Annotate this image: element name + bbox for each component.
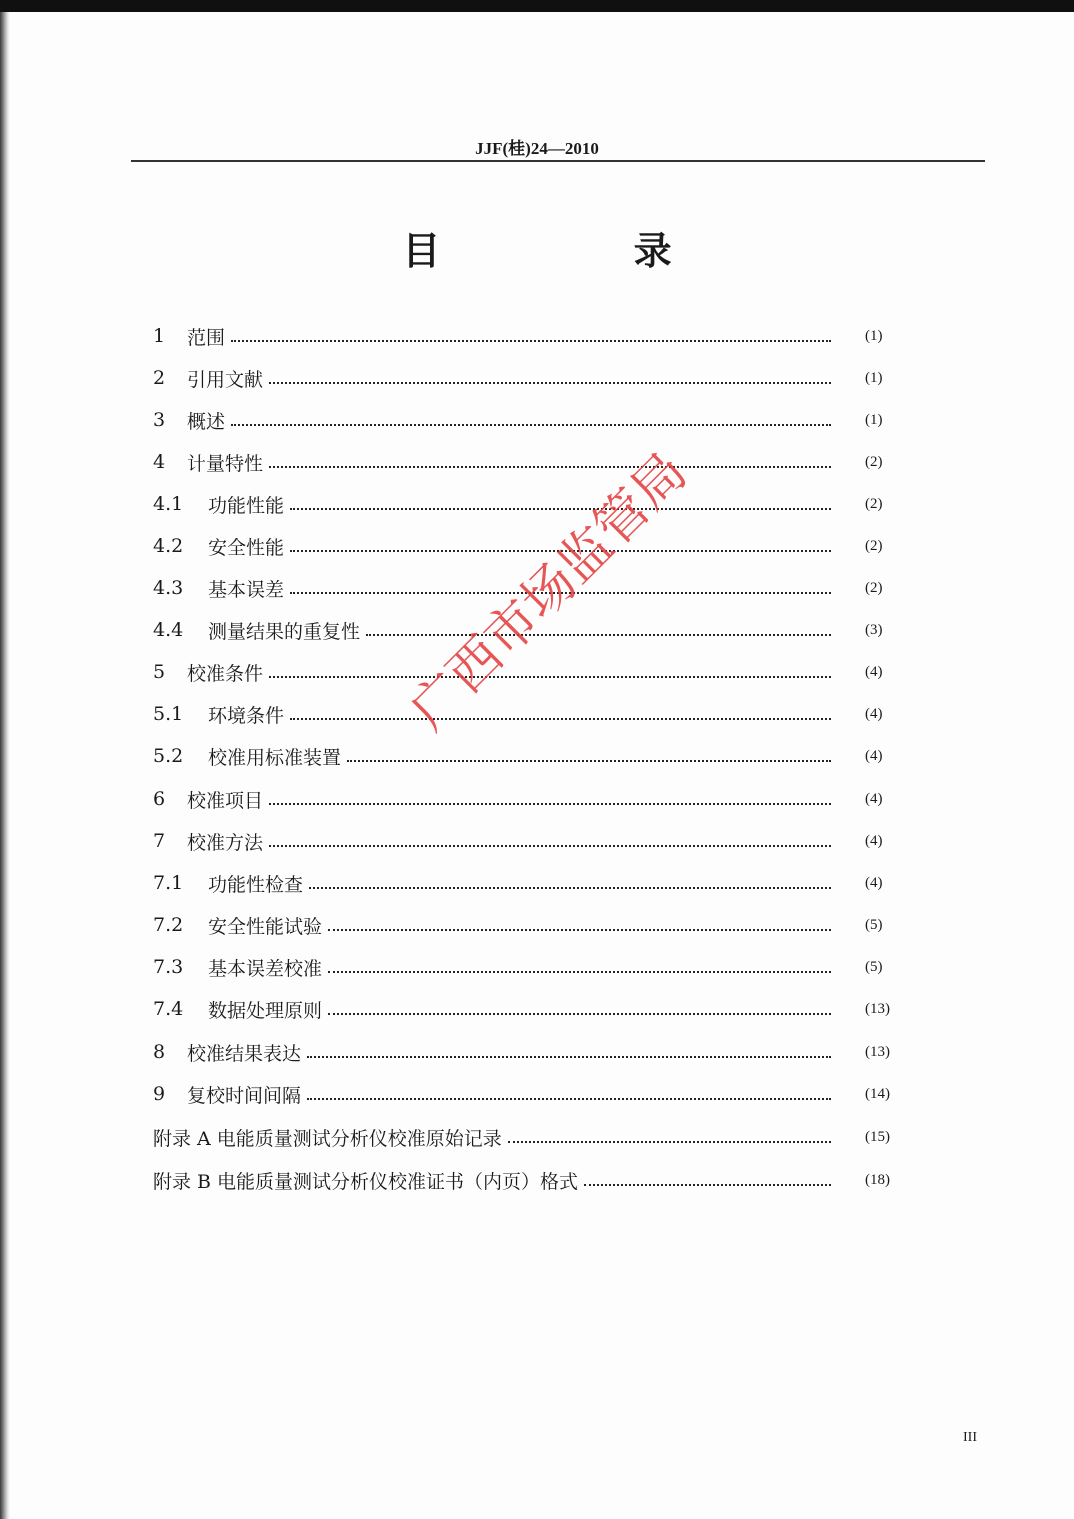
toc-entry-page: (4): [865, 747, 883, 764]
toc-entry-title: 校准项目: [187, 789, 264, 812]
toc-entry-title: 环境条件: [208, 704, 285, 727]
toc-entry-number: 8: [153, 1041, 166, 1063]
toc-entry: [153, 657, 893, 687]
toc-entry-number: 6: [153, 788, 166, 810]
toc-entry-title: 附录 B 电能质量测试分析仪校准证书（内页）格式: [153, 1170, 579, 1193]
toc-leader: [307, 1098, 831, 1100]
toc-leader: [269, 676, 831, 678]
toc-entry-page: (2): [865, 579, 883, 596]
toc-entry-number: 4: [153, 451, 166, 473]
toc-entry-page: (3): [865, 621, 883, 638]
toc-entry-title: 引用文献: [187, 368, 264, 391]
toc-entry-page: (4): [865, 874, 883, 891]
toc-entry-title: 数据处理原则: [208, 999, 323, 1022]
toc-leader: [328, 929, 831, 931]
toc-entry-title: 基本误差校准: [208, 957, 323, 980]
toc-entry-page: (18): [865, 1171, 890, 1188]
toc-entry: [153, 405, 893, 435]
toc-leader: [269, 382, 831, 384]
toc-entry-number: 2: [153, 367, 166, 389]
toc-entry-appendix: [153, 1122, 893, 1152]
toc-entry: [153, 1079, 893, 1109]
toc-leader: [231, 424, 831, 426]
toc-entry-number: 5.1: [153, 703, 184, 725]
toc-leader: [347, 760, 831, 762]
toc-entry-page: (1): [865, 369, 883, 386]
toc-leader: [290, 508, 831, 510]
toc-entry-page: (2): [865, 453, 883, 470]
toc-entry-title: 功能性检查: [208, 873, 304, 896]
toc-entry: [153, 573, 893, 603]
toc-entry-title: 计量特性: [187, 452, 264, 475]
toc-entry: [153, 952, 893, 982]
toc-entry: [153, 699, 893, 729]
toc-entry-number: 4.1: [153, 493, 184, 515]
toc-entry: [153, 910, 893, 940]
toc-entry-page: (4): [865, 832, 883, 849]
toc-entry-number: 3: [153, 409, 166, 431]
toc-title: 目 录: [402, 229, 762, 273]
toc-entry-title: 安全性能: [208, 536, 285, 559]
page-number: III: [963, 1430, 977, 1445]
toc-leader: [231, 340, 831, 342]
standard-code: JJF(桂)24—2010: [475, 139, 599, 158]
toc-entry: [153, 447, 893, 477]
toc-entry-page: (14): [865, 1085, 890, 1102]
toc-entry-number: 4.4: [153, 619, 184, 641]
toc-entry-title: 概述: [187, 410, 226, 433]
toc-entry: [153, 321, 893, 351]
toc-entry-title: 安全性能试验: [208, 915, 323, 938]
toc-entry-number: 7: [153, 830, 166, 852]
toc-entry: [153, 826, 893, 856]
toc-leader: [328, 1013, 831, 1015]
toc-leader: [309, 887, 831, 889]
toc-entry-title: 校准结果表达: [187, 1042, 302, 1065]
toc-entry-page: (13): [865, 1043, 890, 1060]
toc-entry-page: (2): [865, 495, 883, 512]
toc-entry-title: 复校时间间隔: [187, 1084, 302, 1107]
toc-entry: [153, 489, 893, 519]
toc-entry-number: 9: [153, 1083, 166, 1105]
toc-leader: [290, 550, 831, 552]
toc-leader: [508, 1141, 831, 1143]
toc-entry: [153, 1037, 893, 1067]
toc-entry-page: (5): [865, 958, 883, 975]
toc-entry-page: (4): [865, 790, 883, 807]
toc-entry-number: 7.1: [153, 872, 184, 894]
toc-leader: [290, 718, 831, 720]
toc-entry: [153, 741, 893, 771]
toc-entry-title: 功能性能: [208, 494, 285, 517]
toc-entry-number: 4.3: [153, 577, 184, 599]
toc-entry: [153, 784, 893, 814]
toc-leader: [290, 592, 831, 594]
toc-leader: [269, 803, 831, 805]
toc-entry-title: 校准用标准装置: [208, 746, 342, 769]
toc-entry-title: 附录 A 电能质量测试分析仪校准原始记录: [153, 1127, 502, 1150]
toc-entry: [153, 531, 893, 561]
toc-entry: [153, 994, 893, 1024]
toc-entry-appendix: [153, 1165, 893, 1195]
toc-entry-page: (15): [865, 1128, 890, 1145]
toc-entry-number: 5: [153, 661, 166, 683]
toc-entry-number: 1: [153, 325, 166, 347]
toc-entry-title: 范围: [187, 326, 226, 349]
toc-entry-number: 5.2: [153, 745, 184, 767]
toc-entry: [153, 615, 893, 645]
toc-entry-page: (13): [865, 1000, 890, 1017]
toc-entry-title: 测量结果的重复性: [208, 620, 361, 643]
toc-leader: [584, 1184, 831, 1186]
toc-entry: [153, 363, 893, 393]
toc-entry-number: 7.3: [153, 956, 184, 978]
toc-entry: [153, 868, 893, 898]
toc-entry-number: 7.4: [153, 998, 184, 1020]
toc-leader: [269, 466, 831, 468]
toc-leader: [269, 845, 831, 847]
toc-leader: [328, 971, 831, 973]
toc-entry-page: (2): [865, 537, 883, 554]
toc-leader: [307, 1056, 831, 1058]
watermark-stamp: 广西市场监管局: [399, 441, 700, 742]
toc-entry-page: (4): [865, 705, 883, 722]
toc-entry-page: (4): [865, 663, 883, 680]
toc-entry-title: 基本误差: [208, 578, 285, 601]
toc-entry-number: 7.2: [153, 914, 184, 936]
toc-leader: [366, 634, 831, 636]
toc-entry-number: 4.2: [153, 535, 184, 557]
toc-entry-title: 校准条件: [187, 662, 264, 685]
toc-entry-page: (1): [865, 327, 883, 344]
toc-entry-page: (1): [865, 411, 883, 428]
toc-entry-title: 校准方法: [187, 831, 264, 854]
toc-entry-page: (5): [865, 916, 883, 933]
